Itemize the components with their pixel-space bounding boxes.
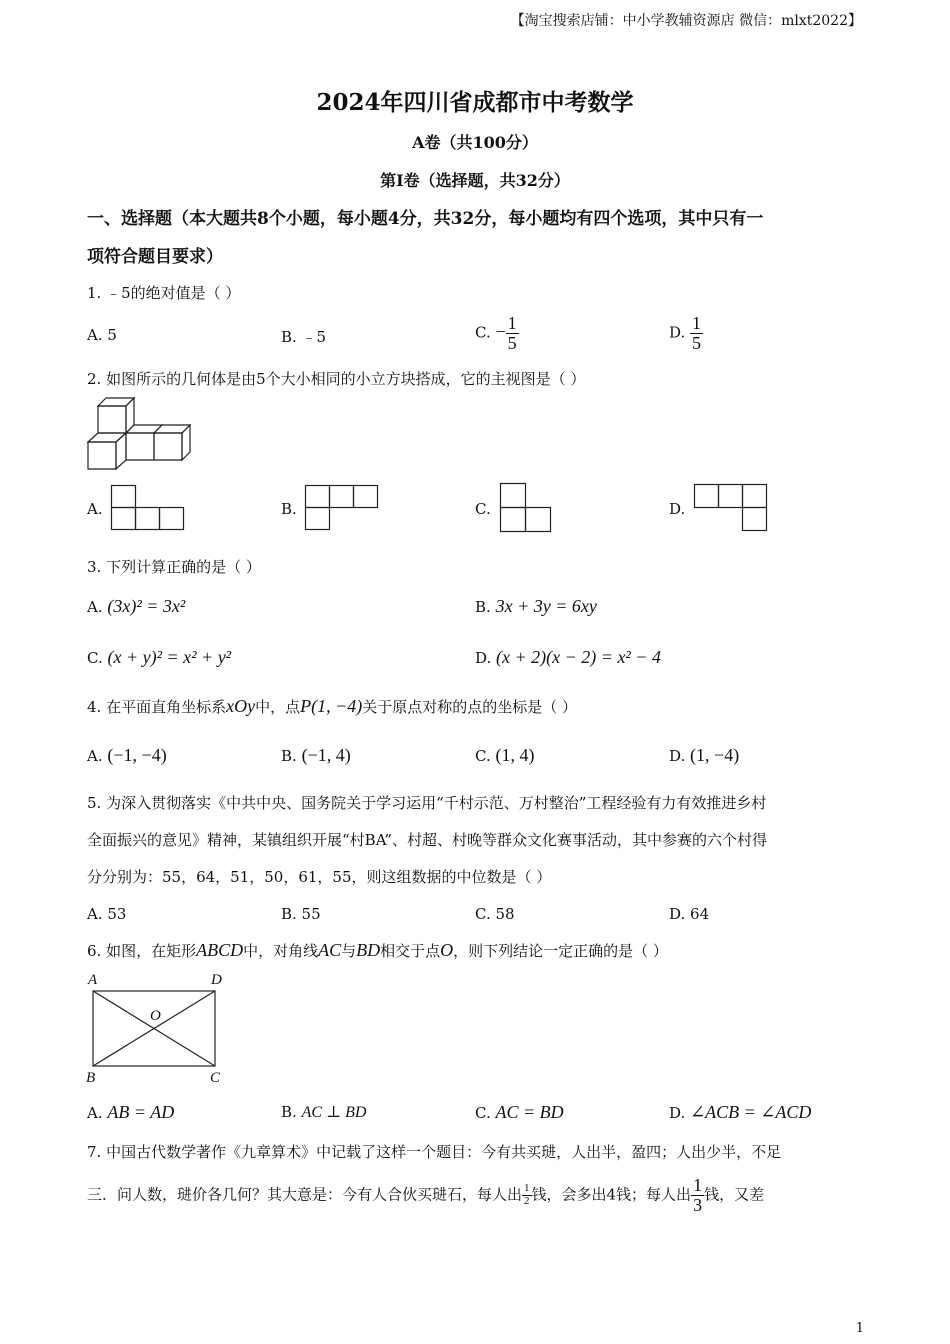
q1-option-d-numerator: 1 (692, 313, 702, 333)
q4-option-b-label: B. (281, 747, 297, 765)
q4-option-c-expression: (1, 4) (495, 745, 535, 765)
q4-option-d (669, 745, 739, 766)
q4-option-a-label: A. (87, 747, 103, 765)
q6-stem-pre: 6. 如图，在矩形 (87, 942, 197, 960)
q5-option-a: A. 53 (87, 905, 127, 923)
q4-option-d-expression: (1, −4) (690, 745, 740, 765)
q7-half-numerator: 1 (524, 1182, 530, 1195)
q6-figure-label-o: O (150, 1008, 161, 1024)
q4-stem-point: P(1, −4) (300, 696, 363, 716)
q7-line-1: 7. 中国古代数学著作《九章算术》中记载了这样一个题目：今有共买琎，人出半，盈四；人出少半，不足 (87, 1143, 782, 1161)
q1-option-d (669, 314, 703, 353)
q2-option-d-figure (694, 484, 770, 532)
q6-stem-o: O (440, 940, 454, 960)
volume-1-heading: 第I卷（选择题，共32分） (380, 171, 570, 190)
q7-line-2-post: 钱，又差 (704, 1185, 765, 1204)
q2-option-d: D. (669, 500, 686, 518)
q6-option-d (669, 1102, 811, 1123)
q2-option-c-figure (500, 483, 554, 533)
q7-half-denominator: 2 (524, 1194, 530, 1207)
q2-option-a: A. (87, 500, 103, 518)
q3-option-d (475, 647, 661, 668)
q7-half-fraction (522, 1183, 532, 1207)
q1-option-a: A. 5 (87, 326, 117, 344)
q3-option-a-label: A. (87, 598, 103, 616)
q2-cube-solid-figure (86, 396, 198, 472)
q5-option-b: B. 55 (281, 905, 321, 923)
q6-option-a-label: A. (87, 1104, 103, 1122)
q6-stem-abcd: ABCD (196, 940, 244, 960)
q6-option-b-expression: AC ⊥ BD (301, 1104, 367, 1121)
q6-stem-mid-3: 相交于点 (380, 942, 441, 960)
q6-figure-label-d: D (211, 972, 222, 988)
q4-stem-post: 关于原点对称的点的坐标是（ ） (362, 698, 578, 716)
part-a-heading: A卷（共100分） (412, 133, 538, 152)
q6-option-d-label: D. (669, 1104, 686, 1122)
q3-option-d-expression: (x + 2)(x − 2) = x² − 4 (496, 647, 661, 667)
header-shop-note: 【淘宝搜索店铺：中小学教辅资源店 微信：mlxt2022】 (510, 13, 862, 29)
page-title: 2024年四川省成都市中考数学 (316, 89, 634, 116)
q5-option-c: C. 58 (475, 905, 515, 923)
q6-stem-bd: BD (356, 940, 381, 960)
q2-option-a-figure (111, 485, 185, 531)
q3-option-b-label: B. (475, 598, 491, 616)
q6-stem-mid-1: 中，对角线 (243, 942, 319, 960)
section-1-line-2: 项符合题目要求） (87, 247, 223, 267)
q1-option-d-label: D. (669, 323, 686, 342)
q4-option-d-label: D. (669, 747, 686, 765)
q7-third-denominator: 3 (693, 1194, 703, 1215)
q7-line-2-pre: 三．问人数，琎价各几何？其大意是：今有人合伙买琎石，每人出 (87, 1185, 523, 1204)
page-number: 1 (855, 1321, 864, 1336)
q2-option-c: C. (475, 500, 491, 518)
q1-option-c-sign: − (495, 321, 506, 342)
q6-figure-label-b: B (86, 1070, 96, 1086)
q1-option-b: B. ﹣5 (281, 328, 327, 346)
q4-stem-pre: 4. 在平面直角坐标系 (87, 698, 227, 716)
q6-option-d-expression: ∠ACB = ∠ACD (690, 1102, 812, 1122)
q6-option-a-expression: AB = AD (107, 1102, 175, 1122)
q6-option-a (87, 1102, 174, 1123)
q3-option-c (87, 647, 231, 668)
q2-option-b-figure (305, 485, 379, 531)
q5-option-d: D. 64 (669, 905, 710, 923)
q3-option-a-expression: (3x)² = 3x² (107, 596, 186, 616)
q1-option-c-numerator: 1 (507, 313, 517, 333)
q7-line-2 (87, 1176, 764, 1215)
q4-option-c (475, 745, 535, 766)
q6-figure-label-a: A (88, 972, 98, 988)
q1-option-c-fraction (506, 314, 519, 353)
q6-figure-label-c: C (210, 1070, 221, 1086)
q6-rectangle-figure (92, 990, 218, 1068)
q6-stem-mid-2: 与 (341, 942, 357, 960)
q7-third-numerator: 1 (693, 1175, 703, 1195)
q6-option-c-expression: AC = BD (495, 1102, 564, 1122)
q1-option-d-denominator: 5 (692, 332, 702, 353)
q5-line-2: 全面振兴的意见》精神，某镇组织开展“村BA”、村超、村晚等群众文化赛事活动，其中参赛的六个村得 (87, 831, 767, 849)
q6-stem-ac: AC (318, 940, 342, 960)
q5-line-1: 5. 为深入贯彻落实《中共中央、国务院关于学习运用“千村示范、万村整治”工程经验有力有效推进乡村 (87, 794, 767, 812)
q7-third-fraction (691, 1176, 704, 1215)
q6-stem-post: ，则下列结论一定正确的是（ ） (453, 942, 668, 960)
q4-option-a (87, 745, 167, 766)
q3-option-d-label: D. (475, 649, 492, 667)
q4-option-c-label: C. (475, 747, 491, 765)
q4-option-a-expression: (−1, −4) (107, 745, 167, 765)
q4-stem-xoy: xOy (226, 696, 256, 716)
q3-option-b (475, 596, 597, 617)
q4-stem (87, 696, 577, 717)
q7-line-2-mid: 钱，会多出4钱；每人出 (531, 1185, 692, 1204)
q1-option-d-fraction (690, 314, 703, 353)
q4-option-b-expression: (−1, 4) (301, 745, 351, 765)
q1-stem: 1. ﹣5的绝对值是（ ） (87, 284, 241, 302)
q6-option-c-label: C. (475, 1104, 491, 1122)
q3-option-c-expression: (x + y)² = x² + y² (107, 647, 232, 667)
q6-option-b-label: B. (281, 1103, 297, 1121)
q6-option-b (281, 1102, 366, 1122)
q1-option-c-label: C. (475, 323, 491, 342)
q3-option-a (87, 596, 185, 617)
q6-option-c (475, 1102, 564, 1123)
q3-option-c-label: C. (87, 649, 103, 667)
q4-stem-mid: 中，点 (255, 698, 301, 716)
q2-stem: 2. 如图所示的几何体是由5个大小相同的小立方块搭成，它的主视图是（ ） (87, 370, 586, 388)
q1-option-c (475, 314, 519, 353)
q1-option-c-denominator: 5 (507, 332, 517, 353)
section-1-line-1: 一、选择题（本大题共8个小题，每小题4分，共32分，每小题均有四个选项，其中只有一 (87, 209, 764, 229)
q3-option-b-expression: 3x + 3y = 6xy (495, 596, 597, 616)
q2-option-b: B. (281, 500, 297, 518)
q6-stem (87, 940, 668, 961)
q4-option-b (281, 745, 351, 766)
q5-line-3: 分分别为：55，64，51，50，61，55，则这组数据的中位数是（ ） (87, 868, 552, 886)
q3-stem: 3. 下列计算正确的是（ ） (87, 558, 261, 576)
